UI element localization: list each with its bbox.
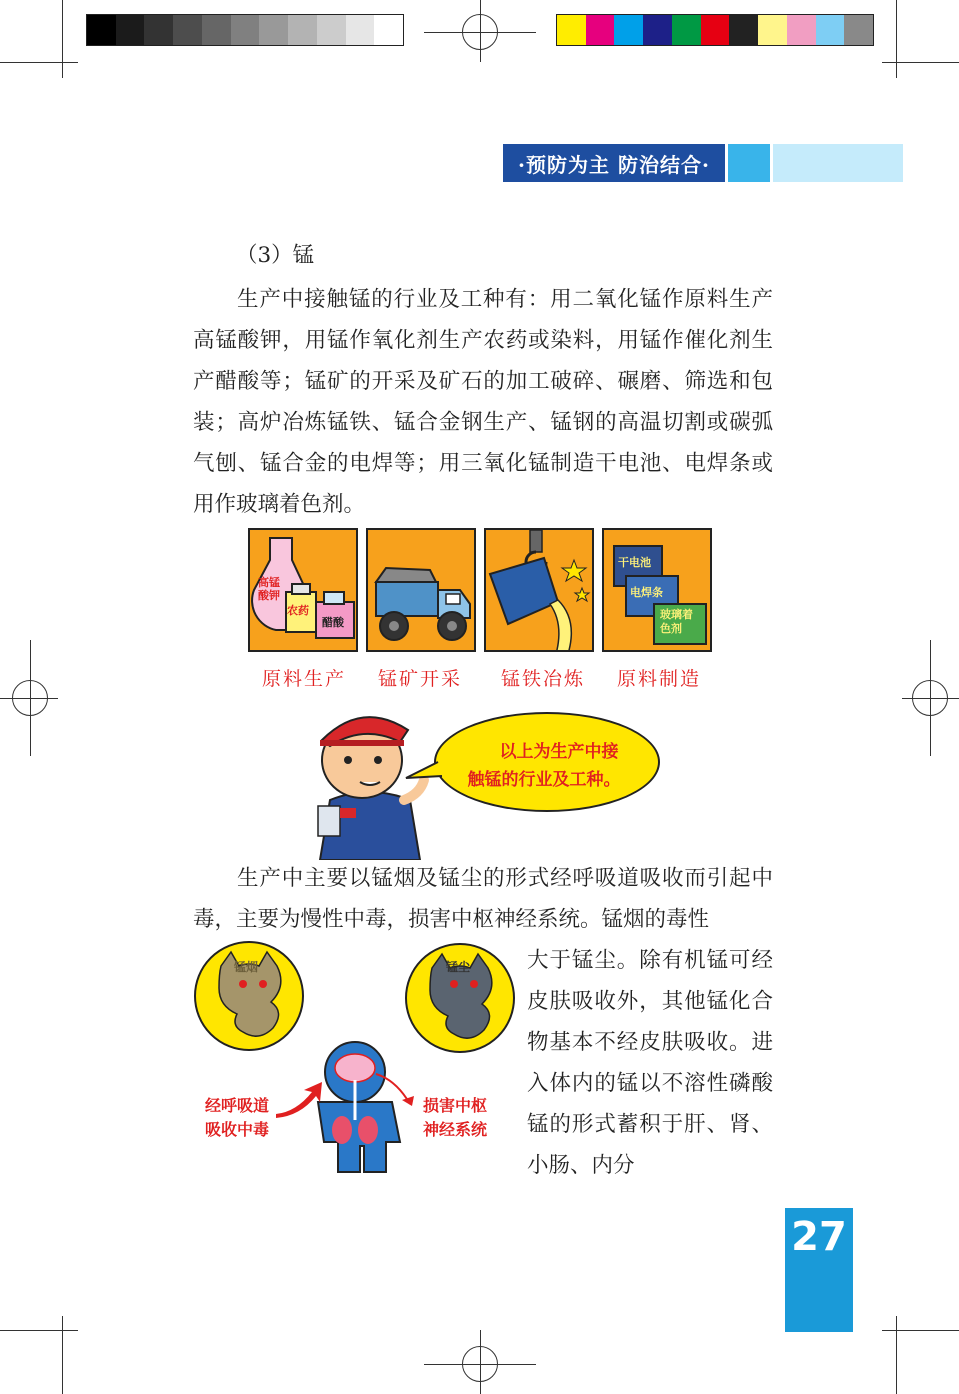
color-bar <box>556 14 874 46</box>
arrow-inhalation <box>274 1080 324 1120</box>
crop-mark <box>0 62 78 63</box>
crop-mark <box>896 0 897 78</box>
header-decoration <box>728 144 770 182</box>
paragraph: 生产中接触锰的行业及工种有：用二氧化锰作原料生产高锰酸钾，用锰作氧化剂生产农药或染料，用锰作催化剂生产醋酸等；锰矿的开采及矿石的加工破碎、碾磨、筛选和包装；高炉冶炼锰铁、锰合金钢生产、锰钢的高温切割或碳弧气刨、锰合金的电焊等；用三氧化锰制造干电池、电焊条或用作玻璃着色剂。 <box>193 287 773 517</box>
box-label-electrode: 电焊条 <box>630 586 663 599</box>
ghost-label-dust: 锰尘 <box>446 960 471 974</box>
crop-mark <box>0 1330 78 1331</box>
furnace-illustration <box>486 530 594 652</box>
paragraph: 生产中主要以锰烟及锰尘的形式经呼吸道吸收而引起中毒，主要为慢性中毒，损害中枢神经系统。锰烟的毒性 <box>193 866 773 932</box>
manganese-dust-illustration <box>400 938 520 1058</box>
crop-mark <box>480 1330 481 1394</box>
speech-line-1: 以上为生产中接 <box>499 742 619 762</box>
speech-bubble-tail <box>404 760 444 784</box>
box-label-battery: 干电池 <box>618 556 651 569</box>
bottle-label-acetic-acid: 醋酸 <box>322 616 344 629</box>
caption-manufacturing: 原料制造 <box>616 668 701 690</box>
ghost-label-fume: 锰烟 <box>234 960 259 974</box>
paragraph: 大于锰尘。除有机锰可经皮肤吸收外，其他锰化合物基本不经皮肤吸收。进入体内的锰以不溶性磷酸锰的形式蓄积于肝、肾、小肠、内分 <box>527 948 773 1178</box>
caption-smelting: 锰铁冶炼 <box>500 668 585 690</box>
crop-mark <box>0 698 58 699</box>
speech-text <box>444 738 644 794</box>
manganese-fume-illustration <box>191 938 311 1058</box>
crop-mark <box>896 1316 897 1394</box>
crop-mark <box>30 640 31 756</box>
crop-mark <box>882 62 959 63</box>
grayscale-bar <box>86 14 404 46</box>
dump-truck-illustration <box>368 530 476 652</box>
header-decoration <box>773 144 903 182</box>
speech-line-2: 触锰的行业及工种。 <box>467 770 621 790</box>
label-inhalation: 经呼吸道 吸收中毒 <box>205 1096 270 1139</box>
comic-panel-manufacturing <box>602 528 712 652</box>
caption-raw-material: 原料生产 <box>261 668 346 690</box>
crop-mark <box>62 1316 63 1394</box>
flask-label: 高锰酸钾 <box>258 576 280 602</box>
section-heading: （3）锰 <box>236 243 315 268</box>
comic-panel-smelting <box>484 528 594 652</box>
page-number: 27 <box>785 1208 853 1332</box>
comic-panel-raw-material <box>248 528 358 652</box>
label-cns-damage: 损害中枢 神经系统 <box>423 1096 488 1139</box>
running-header: ·预防为主 防治结合· <box>503 144 725 182</box>
bottle-label-pesticide: 农药 <box>287 604 309 617</box>
comic-panel-mining <box>366 528 476 652</box>
box-label-glass-colorant: 玻璃着色剂 <box>660 608 693 635</box>
crop-mark <box>480 0 481 62</box>
arrow-damage <box>372 1070 422 1110</box>
crop-mark <box>882 1330 959 1331</box>
crop-mark <box>930 640 931 756</box>
caption-mining: 锰矿开采 <box>377 668 462 690</box>
crop-mark <box>62 0 63 78</box>
